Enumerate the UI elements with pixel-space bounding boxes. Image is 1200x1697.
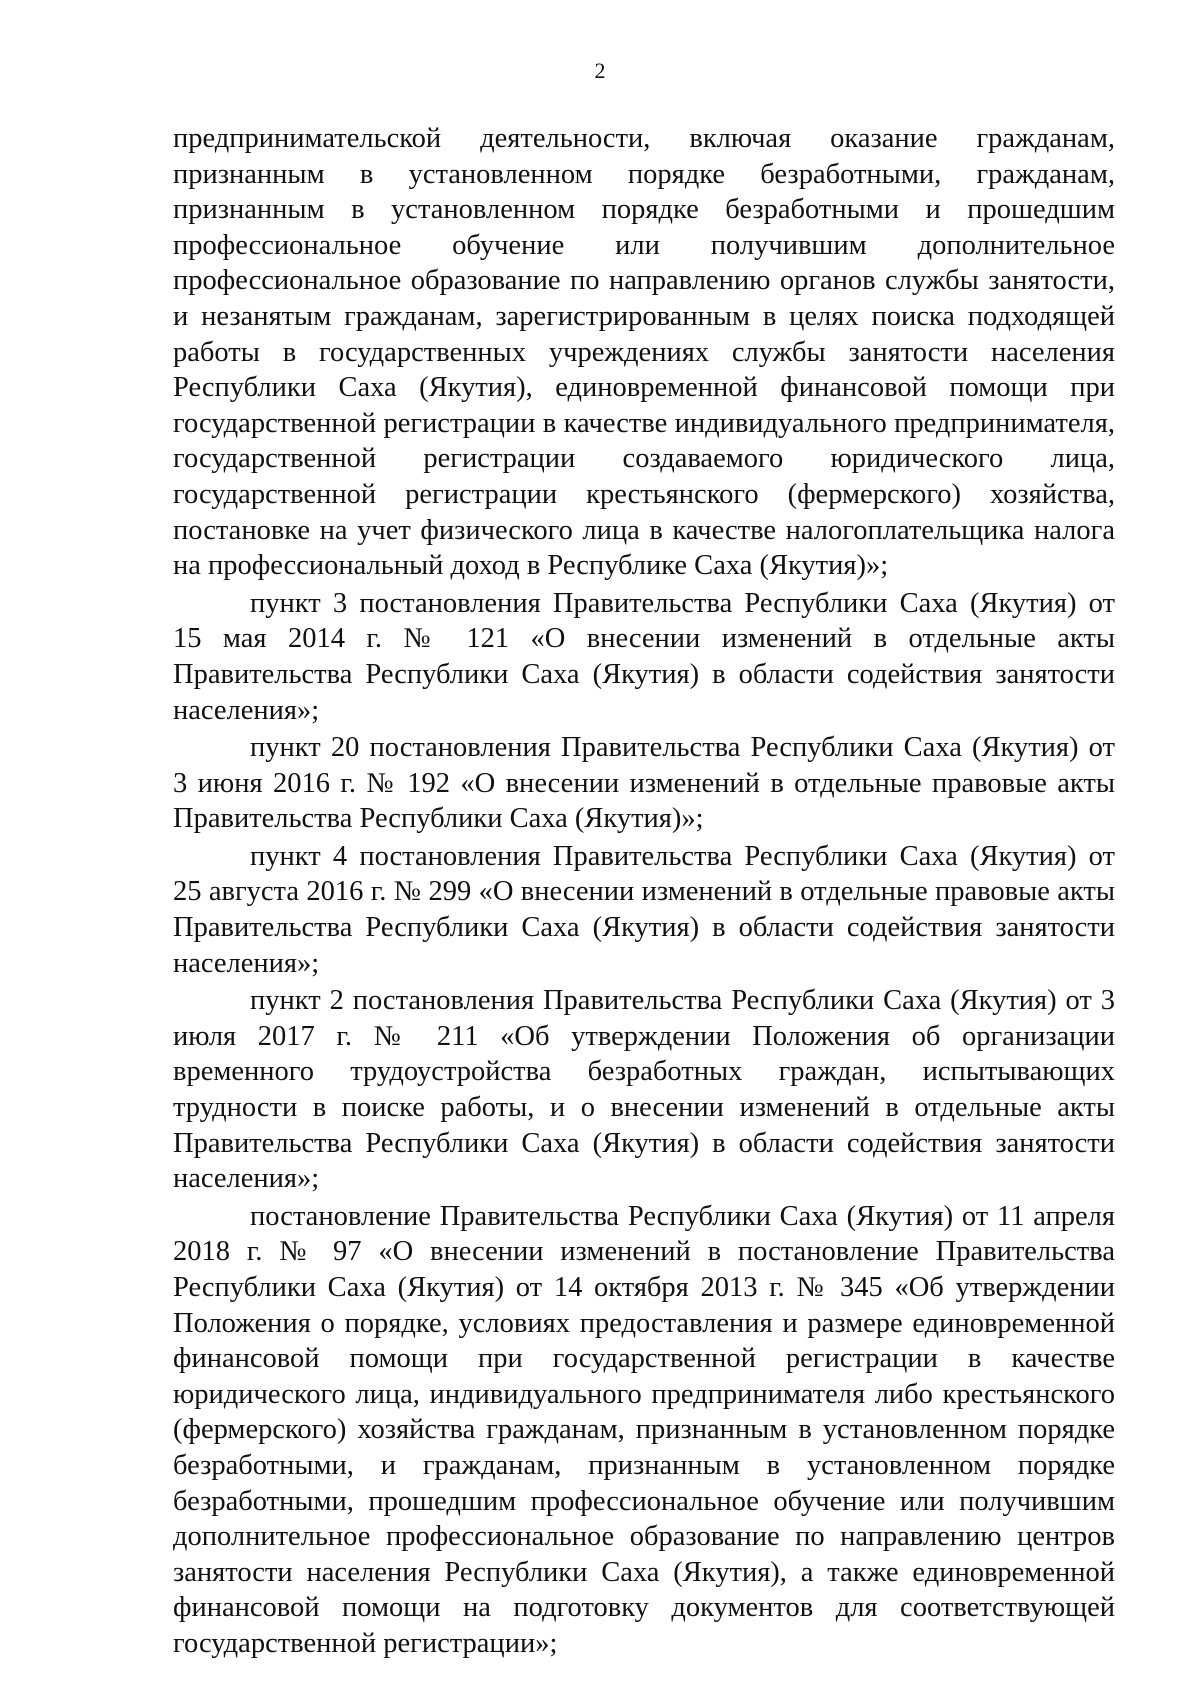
document-body — [173, 121, 1115, 1664]
paragraph-item-punkt-4: пункт 4 постановления Правительства Республики Саха (Якутия) от 25 августа 2016 г. № 299 «О внесении изменений в отдельные правовые акты Правительства Республики Саха (Якутия) в области содействия занятости населения»; — [173, 840, 1115, 979]
paragraph-item-punkt-2: пункт 2 постановления Правительства Республики Саха (Якутия) от 3 июля 2017 г. № 211 «Об утверждении Положения об организации временного трудоустройства безработных граждан, испытывающих трудности в поиске работы, и о внесении изменений в отдельные акты Правительства Республики Саха (Якутия) в области содействия занятости населения»; — [173, 985, 1115, 1195]
paragraph-item-punkt-20: пункт 20 постановления Правительства Республики Саха (Якутия) от 3 июня 2016 г. № 192 «О внесении изменений в отдельные правовые акты Правительства Республики Саха (Якутия)»; — [173, 732, 1115, 835]
paragraph-continuation: предпринимательской деятельности, включая оказание гражданам, признанным в установленном порядке безработными, гражданам, признанным в установленном порядке безработными и прошедшим профессиональное обучение или получившим дополнительное профессиональное образование по направлению органов службы занятости, и незанятым гражданам, зарегистрированным в целях поиска подходящей работы в государственных учреждениях службы занятости населения Республики Саха (Якутия), единовременной финансовой помощи при государственной регистрации в качестве индивидуального предпринимателя, государственной регистрации создаваемого юридического лица, государственной регистрации крестьянского (фермерского) хозяйства, постановке на учет физического лица в качестве налогоплательщика налога на профессиональный доход в Республике Саха (Якутия)»; — [173, 123, 1115, 582]
paragraph-item-postanovlenie-97: постановление Правительства Республики Саха (Якутия) от 11 апреля 2018 г. № 97 «О внесении изменений в постановление Правительства Республики Саха (Якутия) от 14 октября 2013 г. № 345 «Об утверждении Положения о порядке, условиях предоставления и размере единовременной финансовой помощи при государственной регистрации в качестве юридического лица, индивидуального предпринимателя либо крестьянского (фермерского) хозяйства гражданам, признанным в установленном порядке безработными, и гражданам, признанным в установленном порядке безработными, прошедшим профессиональное обучение или получившим дополнительное профессиональное образование по направлению центров занятости населения Республики Саха (Якутия), а также единовременной финансовой помощи на подготовку документов для соответствующей государственной регистрации»; — [173, 1200, 1115, 1659]
page-number: 2 — [594, 58, 606, 83]
paragraph-item-punkt-3: пункт 3 постановления Правительства Республики Саха (Якутия) от 15 мая 2014 г. № 121 «О внесении изменений в отдельные акты Правительства Республики Саха (Якутия) в области содействия занятости населения»; — [173, 587, 1115, 726]
